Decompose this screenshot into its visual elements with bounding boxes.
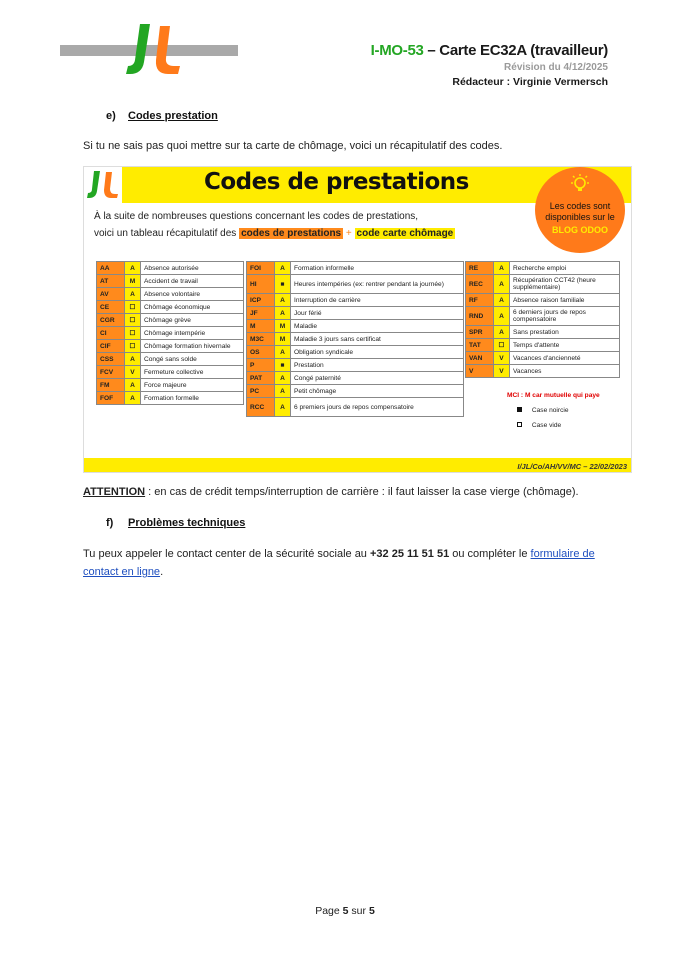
type-cell: A bbox=[275, 398, 291, 417]
page-footer bbox=[0, 905, 690, 917]
footer-sur: sur bbox=[348, 905, 369, 917]
code-row bbox=[97, 314, 244, 327]
legend-white-row bbox=[517, 422, 561, 429]
type-cell: M bbox=[125, 275, 141, 288]
code-cell: SPR bbox=[466, 326, 494, 339]
type-cell: A bbox=[494, 262, 510, 275]
code-row bbox=[247, 275, 464, 294]
empty-square-icon bbox=[517, 422, 522, 427]
type-cell: A bbox=[275, 372, 291, 385]
label-cell: Chômage économique bbox=[141, 301, 244, 314]
code-cell: CI bbox=[97, 327, 125, 340]
type-cell: A bbox=[125, 379, 141, 392]
codes-table-col1 bbox=[96, 261, 244, 405]
code-row bbox=[97, 275, 244, 288]
type-cell: A bbox=[494, 326, 510, 339]
intro-plus: + bbox=[343, 228, 355, 239]
code-row bbox=[466, 262, 620, 275]
type-cell: V bbox=[494, 352, 510, 365]
contact-form-link[interactable]: formulaire de contact en ligne bbox=[83, 548, 595, 578]
highlight-code-carte: code carte chômage bbox=[356, 228, 454, 239]
code-cell: FM bbox=[97, 379, 125, 392]
code-cell: M3C bbox=[247, 333, 275, 346]
type-cell: ☐ bbox=[125, 340, 141, 353]
code-cell: RCC bbox=[247, 398, 275, 417]
label-cell: Force majeure bbox=[141, 379, 244, 392]
label-cell: Formation informelle bbox=[291, 262, 464, 275]
infographic-logo bbox=[84, 167, 122, 203]
code-cell: REC bbox=[466, 275, 494, 294]
legend-black-row bbox=[517, 407, 569, 414]
code-row bbox=[97, 392, 244, 405]
code-cell: PAT bbox=[247, 372, 275, 385]
label-cell: Accident de travail bbox=[141, 275, 244, 288]
type-cell: A bbox=[275, 385, 291, 398]
code-cell: P bbox=[247, 359, 275, 372]
codes-table-col3 bbox=[465, 261, 620, 378]
type-cell: A bbox=[125, 353, 141, 366]
code-row bbox=[247, 307, 464, 320]
label-cell: Absence autorisée bbox=[141, 262, 244, 275]
type-cell: ☐ bbox=[125, 301, 141, 314]
legend-mci: MCI : M car mutuelle qui paye bbox=[507, 392, 600, 399]
contact-text-after: . bbox=[160, 566, 164, 578]
section-e-heading bbox=[106, 110, 218, 122]
label-cell: Fermeture collective bbox=[141, 366, 244, 379]
infographic-logo-box bbox=[84, 167, 122, 203]
contact-text-middle: ou compléter le bbox=[449, 548, 531, 560]
label-cell: Maladie bbox=[291, 320, 464, 333]
label-cell: Chômage intempérie bbox=[141, 327, 244, 340]
code-cell: AV bbox=[97, 288, 125, 301]
code-row bbox=[97, 262, 244, 275]
type-cell: A bbox=[494, 294, 510, 307]
label-cell: Récupération CCT42 (heure supplémentaire) bbox=[510, 275, 620, 294]
type-cell: A bbox=[494, 307, 510, 326]
label-cell: Recherche emploi bbox=[510, 262, 620, 275]
label-cell: Formation formelle bbox=[141, 392, 244, 405]
label-cell: Congé paternité bbox=[291, 372, 464, 385]
codes-infographic bbox=[83, 166, 632, 473]
label-cell: Obligation syndicale bbox=[291, 346, 464, 359]
type-cell: A bbox=[275, 307, 291, 320]
code-row bbox=[247, 333, 464, 346]
type-cell: A bbox=[125, 392, 141, 405]
type-cell: ☐ bbox=[125, 327, 141, 340]
code-row bbox=[247, 398, 464, 417]
document-title bbox=[371, 42, 608, 59]
label-cell: Jour férié bbox=[291, 307, 464, 320]
code-cell: VAN bbox=[466, 352, 494, 365]
code-cell: FOI bbox=[247, 262, 275, 275]
code-row bbox=[466, 275, 620, 294]
type-cell: A bbox=[125, 262, 141, 275]
label-cell: Heures intempéries (ex: rentrer pendant la journée) bbox=[291, 275, 464, 294]
attention-note bbox=[83, 486, 579, 498]
footer-page-number: 5 bbox=[342, 905, 349, 917]
label-cell: Sans prestation bbox=[510, 326, 620, 339]
code-row bbox=[97, 327, 244, 340]
label-cell: Chômage grève bbox=[141, 314, 244, 327]
label-cell: Interruption de carrière bbox=[291, 294, 464, 307]
code-cell: CGR bbox=[97, 314, 125, 327]
code-cell: TAT bbox=[466, 339, 494, 352]
label-cell: Temps d'attente bbox=[510, 339, 620, 352]
code-cell: OS bbox=[247, 346, 275, 359]
code-cell: CSS bbox=[97, 353, 125, 366]
code-cell: M bbox=[247, 320, 275, 333]
label-cell: Congé sans solde bbox=[141, 353, 244, 366]
code-cell: V bbox=[466, 365, 494, 378]
footer-total-pages: 5 bbox=[368, 905, 375, 917]
code-cell: HI bbox=[247, 275, 275, 294]
legend-black-label: Case noircie bbox=[531, 407, 569, 414]
type-cell: ■ bbox=[275, 359, 291, 372]
code-row bbox=[247, 385, 464, 398]
code-cell: AA bbox=[97, 262, 125, 275]
type-cell: A bbox=[275, 294, 291, 307]
code-row bbox=[247, 294, 464, 307]
type-cell: ☐ bbox=[125, 314, 141, 327]
codes-table-col2 bbox=[246, 261, 464, 417]
footer-page-word: Page bbox=[315, 905, 343, 917]
code-row bbox=[97, 301, 244, 314]
infographic-intro-line-1: À la suite de nombreuses questions concernant les codes de prestations, bbox=[94, 211, 419, 222]
label-cell: Vacances bbox=[510, 365, 620, 378]
section-f-label: Problèmes techniques bbox=[128, 517, 246, 529]
type-cell: V bbox=[125, 366, 141, 379]
code-row bbox=[247, 346, 464, 359]
type-cell: A bbox=[125, 288, 141, 301]
author: Rédacteur : Virginie Vermersch bbox=[452, 76, 608, 88]
label-cell: Absence raison familiale bbox=[510, 294, 620, 307]
code-row bbox=[97, 340, 244, 353]
code-row bbox=[247, 320, 464, 333]
code-row bbox=[247, 262, 464, 275]
code-row bbox=[97, 288, 244, 301]
label-cell: Prestation bbox=[291, 359, 464, 372]
type-cell: M bbox=[275, 320, 291, 333]
label-cell: Petit chômage bbox=[291, 385, 464, 398]
code-row bbox=[466, 307, 620, 326]
code-row bbox=[466, 326, 620, 339]
document-title-rest: – Carte EC32A (travailleur) bbox=[423, 42, 608, 59]
lightbulb-icon bbox=[568, 173, 592, 197]
attention-text: : en cas de crédit temps/interruption de carrière : il faut laisser la case vierge (chômage). bbox=[145, 486, 579, 498]
legend-white-label: Case vide bbox=[531, 422, 562, 429]
label-cell: 6 derniers jours de repos compensatoire bbox=[510, 307, 620, 326]
code-cell: JF bbox=[247, 307, 275, 320]
label-cell: Absence volontaire bbox=[141, 288, 244, 301]
section-f-number: f) bbox=[106, 517, 114, 529]
bubble-line-2: disponibles sur le bbox=[545, 212, 615, 222]
label-cell: Vacances d'ancienneté bbox=[510, 352, 620, 365]
contact-text-before: Tu peux appeler le contact center de la sécurité sociale au bbox=[83, 548, 370, 560]
type-cell: A bbox=[275, 262, 291, 275]
bubble-line-1: Les codes sont bbox=[549, 201, 611, 211]
intro-line-2-text: voici un tableau récapitulatif des bbox=[94, 228, 240, 239]
document-code: I-MO-53 bbox=[370, 42, 424, 59]
section-e-number: e) bbox=[106, 110, 116, 122]
revision-date: Révision du 4/12/2025 bbox=[504, 62, 608, 73]
code-row bbox=[466, 294, 620, 307]
type-cell: V bbox=[494, 365, 510, 378]
code-cell: AT bbox=[97, 275, 125, 288]
code-cell: RE bbox=[466, 262, 494, 275]
code-row bbox=[97, 379, 244, 392]
black-square-icon bbox=[517, 407, 522, 412]
code-cell: RND bbox=[466, 307, 494, 326]
company-logo bbox=[122, 22, 182, 78]
label-cell: 6 premiers jours de repos compensatoire bbox=[291, 398, 464, 417]
code-row bbox=[247, 372, 464, 385]
code-row bbox=[466, 352, 620, 365]
code-cell: CIF bbox=[97, 340, 125, 353]
code-row bbox=[97, 353, 244, 366]
infographic-title: Codes de prestations bbox=[204, 169, 469, 195]
code-row bbox=[247, 359, 464, 372]
code-cell: FOF bbox=[97, 392, 125, 405]
code-cell: CE bbox=[97, 301, 125, 314]
code-row bbox=[466, 365, 620, 378]
code-row bbox=[97, 366, 244, 379]
type-cell: ☐ bbox=[494, 339, 510, 352]
contact-paragraph bbox=[83, 545, 613, 581]
code-row bbox=[466, 339, 620, 352]
type-cell: M bbox=[275, 333, 291, 346]
infographic-intro-line-2 bbox=[94, 228, 455, 239]
code-cell: FCV bbox=[97, 366, 125, 379]
label-cell: Chômage formation hivernale bbox=[141, 340, 244, 353]
highlight-codes-prestations: codes de prestations bbox=[241, 228, 342, 239]
section-f-heading bbox=[106, 517, 245, 529]
section-e-label: Codes prestation bbox=[128, 110, 218, 122]
bubble-blog-label: BLOG ODOO bbox=[552, 225, 608, 235]
intro-paragraph: Si tu ne sais pas quoi mettre sur ta carte de chômage, voici un récapitulatif des codes. bbox=[83, 140, 503, 152]
code-cell: ICP bbox=[247, 294, 275, 307]
type-cell: ■ bbox=[275, 275, 291, 294]
type-cell: A bbox=[275, 346, 291, 359]
label-cell: Maladie 3 jours sans certificat bbox=[291, 333, 464, 346]
contact-phone[interactable]: +32 25 11 51 51 bbox=[369, 548, 450, 560]
type-cell: A bbox=[494, 275, 510, 294]
code-cell: PC bbox=[247, 385, 275, 398]
attention-label: ATTENTION bbox=[83, 486, 146, 498]
code-cell: RF bbox=[466, 294, 494, 307]
infographic-signature: I/JL/Co/AH/VV/MC – 22/02/2023 bbox=[517, 462, 627, 471]
